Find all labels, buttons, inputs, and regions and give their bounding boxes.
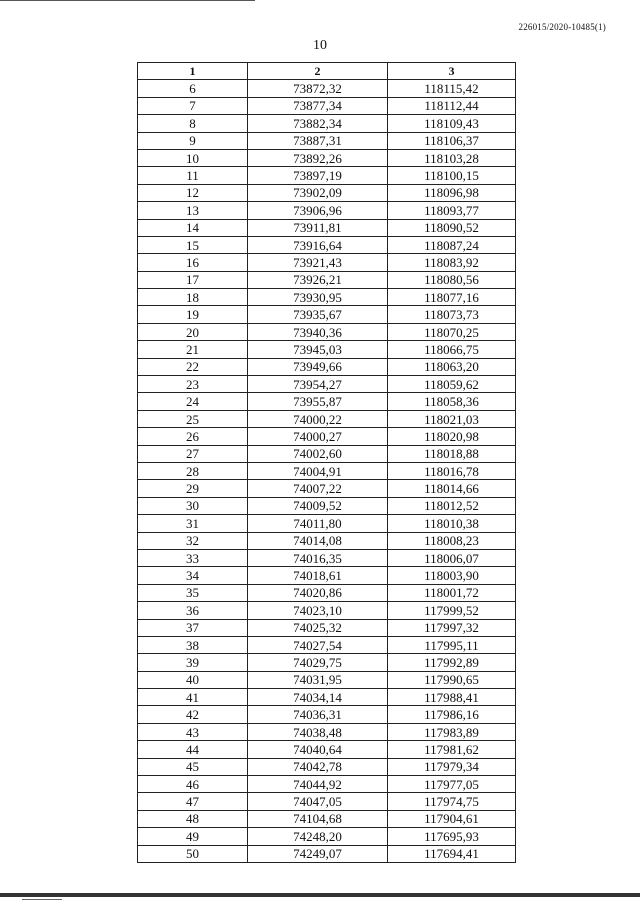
point-number-cell: 25 [138, 410, 248, 427]
point-number-cell: 23 [138, 376, 248, 393]
point-number-cell: 37 [138, 619, 248, 636]
y-coordinate-cell: 118096,98 [388, 184, 516, 201]
point-number-cell: 29 [138, 480, 248, 497]
y-coordinate-cell: 118012,52 [388, 497, 516, 514]
coordinates-table [137, 62, 516, 863]
y-coordinate-cell: 118077,16 [388, 289, 516, 306]
point-number-cell: 16 [138, 254, 248, 271]
table-row [138, 689, 516, 706]
y-coordinate-cell: 117974,75 [388, 793, 516, 810]
x-coordinate-cell: 74104,68 [248, 810, 388, 827]
point-number-cell: 50 [138, 845, 248, 862]
point-number-cell: 39 [138, 654, 248, 671]
top-divider-line [0, 0, 255, 1]
y-coordinate-cell: 118070,25 [388, 323, 516, 340]
x-coordinate-cell: 73911,81 [248, 219, 388, 236]
table-row [138, 810, 516, 827]
table-row [138, 132, 516, 149]
point-number-cell: 21 [138, 341, 248, 358]
y-coordinate-cell: 118003,90 [388, 567, 516, 584]
point-number-cell: 8 [138, 115, 248, 132]
x-coordinate-cell: 74018,61 [248, 567, 388, 584]
x-coordinate-cell: 73872,32 [248, 80, 388, 97]
table-row [138, 271, 516, 288]
y-coordinate-cell: 118008,23 [388, 532, 516, 549]
table-row [138, 410, 516, 427]
y-coordinate-cell: 118066,75 [388, 341, 516, 358]
table-body [138, 80, 516, 863]
point-number-cell: 18 [138, 289, 248, 306]
x-coordinate-cell: 74020,86 [248, 584, 388, 601]
y-coordinate-cell: 118087,24 [388, 236, 516, 253]
point-number-cell: 32 [138, 532, 248, 549]
y-coordinate-cell: 118001,72 [388, 584, 516, 601]
table-row [138, 341, 516, 358]
column-header-1: 1 [138, 63, 248, 80]
table-row [138, 619, 516, 636]
table-row [138, 358, 516, 375]
point-number-cell: 19 [138, 306, 248, 323]
x-coordinate-cell: 74047,05 [248, 793, 388, 810]
x-coordinate-cell: 73954,27 [248, 376, 388, 393]
y-coordinate-cell: 117986,16 [388, 706, 516, 723]
x-coordinate-cell: 74002,60 [248, 445, 388, 462]
x-coordinate-cell: 74044,92 [248, 776, 388, 793]
y-coordinate-cell: 118010,38 [388, 515, 516, 532]
table-row [138, 602, 516, 619]
y-coordinate-cell: 118106,37 [388, 132, 516, 149]
table-row [138, 776, 516, 793]
point-number-cell: 31 [138, 515, 248, 532]
x-coordinate-cell: 74000,27 [248, 428, 388, 445]
y-coordinate-cell: 118073,73 [388, 306, 516, 323]
y-coordinate-cell: 118080,56 [388, 271, 516, 288]
table-row [138, 428, 516, 445]
table-row [138, 306, 516, 323]
document-code: 226015/2020-10485(1) [518, 22, 606, 32]
table-row [138, 149, 516, 166]
x-coordinate-cell: 73887,31 [248, 132, 388, 149]
point-number-cell: 49 [138, 828, 248, 845]
point-number-cell: 27 [138, 445, 248, 462]
x-coordinate-cell: 73935,67 [248, 306, 388, 323]
point-number-cell: 28 [138, 462, 248, 479]
table-row [138, 219, 516, 236]
point-number-cell: 26 [138, 428, 248, 445]
bottom-divider-line [0, 893, 640, 897]
y-coordinate-cell: 117983,89 [388, 723, 516, 740]
x-coordinate-cell: 74023,10 [248, 602, 388, 619]
table-row [138, 845, 516, 862]
x-coordinate-cell: 74016,35 [248, 549, 388, 566]
x-coordinate-cell: 74007,22 [248, 480, 388, 497]
x-coordinate-cell: 74038,48 [248, 723, 388, 740]
table-row [138, 706, 516, 723]
y-coordinate-cell: 117988,41 [388, 689, 516, 706]
point-number-cell: 36 [138, 602, 248, 619]
table-row [138, 480, 516, 497]
point-number-cell: 10 [138, 149, 248, 166]
y-coordinate-cell: 117995,11 [388, 636, 516, 653]
x-coordinate-cell: 73926,21 [248, 271, 388, 288]
y-coordinate-cell: 118115,42 [388, 80, 516, 97]
x-coordinate-cell: 74042,78 [248, 758, 388, 775]
table-row [138, 654, 516, 671]
table-header-row [138, 63, 516, 80]
table-row [138, 393, 516, 410]
table-row [138, 323, 516, 340]
x-coordinate-cell: 74009,52 [248, 497, 388, 514]
y-coordinate-cell: 117977,05 [388, 776, 516, 793]
point-number-cell: 43 [138, 723, 248, 740]
x-coordinate-cell: 73949,66 [248, 358, 388, 375]
x-coordinate-cell: 74004,91 [248, 462, 388, 479]
x-coordinate-cell: 73877,34 [248, 97, 388, 114]
point-number-cell: 47 [138, 793, 248, 810]
x-coordinate-cell: 73930,95 [248, 289, 388, 306]
x-coordinate-cell: 73945,03 [248, 341, 388, 358]
x-coordinate-cell: 74029,75 [248, 654, 388, 671]
table-row [138, 758, 516, 775]
x-coordinate-cell: 73916,64 [248, 236, 388, 253]
y-coordinate-cell: 117694,41 [388, 845, 516, 862]
point-number-cell: 35 [138, 584, 248, 601]
y-coordinate-cell: 118016,78 [388, 462, 516, 479]
table-row [138, 115, 516, 132]
table-row [138, 515, 516, 532]
x-coordinate-cell: 73906,96 [248, 202, 388, 219]
table-row [138, 497, 516, 514]
table-row [138, 167, 516, 184]
table-row [138, 793, 516, 810]
table-row [138, 636, 516, 653]
point-number-cell: 38 [138, 636, 248, 653]
y-coordinate-cell: 118021,03 [388, 410, 516, 427]
y-coordinate-cell: 118090,52 [388, 219, 516, 236]
point-number-cell: 46 [138, 776, 248, 793]
point-number-cell: 34 [138, 567, 248, 584]
point-number-cell: 41 [138, 689, 248, 706]
point-number-cell: 6 [138, 80, 248, 97]
y-coordinate-cell: 118006,07 [388, 549, 516, 566]
table-row [138, 202, 516, 219]
y-coordinate-cell: 118014,66 [388, 480, 516, 497]
x-coordinate-cell: 73882,34 [248, 115, 388, 132]
point-number-cell: 7 [138, 97, 248, 114]
y-coordinate-cell: 118093,77 [388, 202, 516, 219]
y-coordinate-cell: 118059,62 [388, 376, 516, 393]
table-row [138, 567, 516, 584]
x-coordinate-cell: 74031,95 [248, 671, 388, 688]
y-coordinate-cell: 117999,52 [388, 602, 516, 619]
y-coordinate-cell: 118058,36 [388, 393, 516, 410]
x-coordinate-cell: 74027,54 [248, 636, 388, 653]
table-row [138, 254, 516, 271]
point-number-cell: 44 [138, 741, 248, 758]
point-number-cell: 40 [138, 671, 248, 688]
y-coordinate-cell: 117992,89 [388, 654, 516, 671]
x-coordinate-cell: 74000,22 [248, 410, 388, 427]
table-row [138, 671, 516, 688]
x-coordinate-cell: 74014,08 [248, 532, 388, 549]
y-coordinate-cell: 117981,62 [388, 741, 516, 758]
point-number-cell: 14 [138, 219, 248, 236]
x-coordinate-cell: 74036,31 [248, 706, 388, 723]
table-row [138, 445, 516, 462]
point-number-cell: 42 [138, 706, 248, 723]
point-number-cell: 12 [138, 184, 248, 201]
table-row [138, 97, 516, 114]
table-row [138, 723, 516, 740]
y-coordinate-cell: 118083,92 [388, 254, 516, 271]
table-row [138, 376, 516, 393]
x-coordinate-cell: 74011,80 [248, 515, 388, 532]
point-number-cell: 48 [138, 810, 248, 827]
table-row [138, 236, 516, 253]
y-coordinate-cell: 117990,65 [388, 671, 516, 688]
table-row [138, 532, 516, 549]
table-row [138, 584, 516, 601]
x-coordinate-cell: 74034,14 [248, 689, 388, 706]
x-coordinate-cell: 73955,87 [248, 393, 388, 410]
point-number-cell: 30 [138, 497, 248, 514]
y-coordinate-cell: 118112,44 [388, 97, 516, 114]
y-coordinate-cell: 118020,98 [388, 428, 516, 445]
table-row [138, 462, 516, 479]
y-coordinate-cell: 118018,88 [388, 445, 516, 462]
point-number-cell: 15 [138, 236, 248, 253]
x-coordinate-cell: 74025,32 [248, 619, 388, 636]
point-number-cell: 20 [138, 323, 248, 340]
y-coordinate-cell: 117997,32 [388, 619, 516, 636]
point-number-cell: 9 [138, 132, 248, 149]
x-coordinate-cell: 73940,36 [248, 323, 388, 340]
x-coordinate-cell: 74040,64 [248, 741, 388, 758]
y-coordinate-cell: 117979,34 [388, 758, 516, 775]
y-coordinate-cell: 118100,15 [388, 167, 516, 184]
table-row [138, 549, 516, 566]
y-coordinate-cell: 117695,93 [388, 828, 516, 845]
page-number: 10 [313, 38, 327, 53]
x-coordinate-cell: 73902,09 [248, 184, 388, 201]
x-coordinate-cell: 73892,26 [248, 149, 388, 166]
point-number-cell: 11 [138, 167, 248, 184]
x-coordinate-cell: 73897,19 [248, 167, 388, 184]
column-header-3: 3 [388, 63, 516, 80]
table-row [138, 184, 516, 201]
point-number-cell: 45 [138, 758, 248, 775]
table-row [138, 80, 516, 97]
y-coordinate-cell: 118109,43 [388, 115, 516, 132]
point-number-cell: 13 [138, 202, 248, 219]
x-coordinate-cell: 74249,07 [248, 845, 388, 862]
table-row [138, 828, 516, 845]
point-number-cell: 33 [138, 549, 248, 566]
table-row [138, 741, 516, 758]
y-coordinate-cell: 118103,28 [388, 149, 516, 166]
y-coordinate-cell: 118063,20 [388, 358, 516, 375]
point-number-cell: 24 [138, 393, 248, 410]
bottom-short-line [22, 899, 62, 900]
point-number-cell: 17 [138, 271, 248, 288]
point-number-cell: 22 [138, 358, 248, 375]
table-row [138, 289, 516, 306]
x-coordinate-cell: 73921,43 [248, 254, 388, 271]
x-coordinate-cell: 74248,20 [248, 828, 388, 845]
y-coordinate-cell: 117904,61 [388, 810, 516, 827]
column-header-2: 2 [248, 63, 388, 80]
